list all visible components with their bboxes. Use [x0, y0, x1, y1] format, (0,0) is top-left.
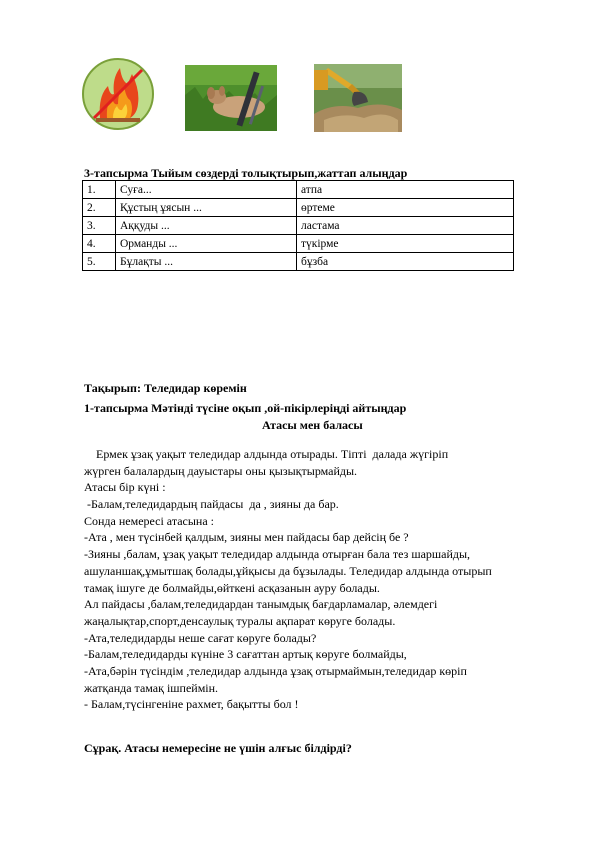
row-number: 2.	[83, 199, 116, 217]
excavator-photo-image	[314, 64, 402, 132]
forbidden-words-table	[82, 180, 514, 271]
story-line: жатқанда тамақ ішпеймін.	[84, 680, 219, 695]
row-number: 1.	[83, 181, 116, 199]
row-phrase: Орманды ...	[116, 235, 297, 253]
story-title: Атасы мен баласы	[262, 418, 363, 432]
table-row	[83, 199, 514, 217]
row-number: 4.	[83, 235, 116, 253]
row-answer: түкірме	[297, 235, 514, 253]
story-line: Сонда немересі атасына :	[84, 513, 215, 528]
row-answer: бұзба	[297, 253, 514, 271]
story-line: Атасы бір күні :	[84, 480, 166, 495]
story-line: ашуланшақ,ұмытшақ болады,ұйқысы да бұзылады. Теледидар алдында отырып	[84, 563, 492, 578]
table-row	[83, 181, 514, 199]
question-text: Сұрақ. Атасы немересіне не үшін алғыс білдірді?	[84, 741, 352, 755]
table-row	[83, 217, 514, 235]
task3-heading: 3-тапсырма Тыйым сөздерді толықтырып,жаттап алыңдар	[84, 166, 408, 180]
row-phrase: Құстың ұясын ...	[116, 199, 297, 217]
row-phrase: Аққуды ...	[116, 217, 297, 235]
row-number: 5.	[83, 253, 116, 271]
row-answer: атпа	[297, 181, 514, 199]
row-number: 3.	[83, 217, 116, 235]
story-text	[84, 446, 524, 713]
row-phrase: Суға...	[116, 181, 297, 199]
story-line: -Зияны ,балам, ұзақ уақыт теледидар алдында отырған бала тез шаршайды,	[84, 547, 471, 562]
story-line: -Ата,теледидарды неше сағат көруге болады?	[84, 630, 317, 645]
story-line: -Ата,бәрін түсіндім ,теледидар алдында ұзақ отырмаймын,теледидар көріп	[84, 663, 467, 678]
lesson-topic: Тақырып: Теледидар көремін	[84, 381, 247, 395]
story-line: -Балам,теледидарды күніне 3 сағаттан артық көруге болмайды,	[84, 647, 407, 662]
table-row	[83, 253, 514, 271]
story-line: -Ата , мен түсінбей қалдым, зияны мен пайдасы бар дейсің бе ?	[84, 530, 409, 545]
task1-heading: 1-тапсырма Мәтінді түсіне оқып ,ой-пікірлеріңді айтыңдар	[84, 401, 407, 415]
row-phrase: Бұлақты ...	[116, 253, 297, 271]
story-line: жаңалықтар,спорт,денсаулық туралы ақпарат көруге болады.	[84, 613, 396, 628]
story-line: тамақ ішуге де болмайды,өйткені асқазанын ауру болады.	[84, 580, 380, 595]
story-line: - Балам,түсінгеніне рахмет, бақытты бол !	[84, 697, 299, 712]
table-row	[83, 235, 514, 253]
no-fire-sign-image	[80, 56, 156, 132]
row-answer: ластама	[297, 217, 514, 235]
story-line: Ермек ұзақ уақыт теледидар алдында отырады. Тіпті далада жүгіріп	[84, 447, 449, 461]
story-line: Ал пайдасы ,балам,теледидардан танымдық бағдарламалар, әлемдегі	[84, 597, 438, 612]
story-line: жүрген балалардың дауыстары оны қызықтырмайды.	[84, 463, 358, 478]
row-answer: өртеме	[297, 199, 514, 217]
deer-photo-image	[185, 65, 277, 131]
story-line: -Балам,теледидардың пайдасы да , зияны да бар.	[84, 497, 339, 512]
